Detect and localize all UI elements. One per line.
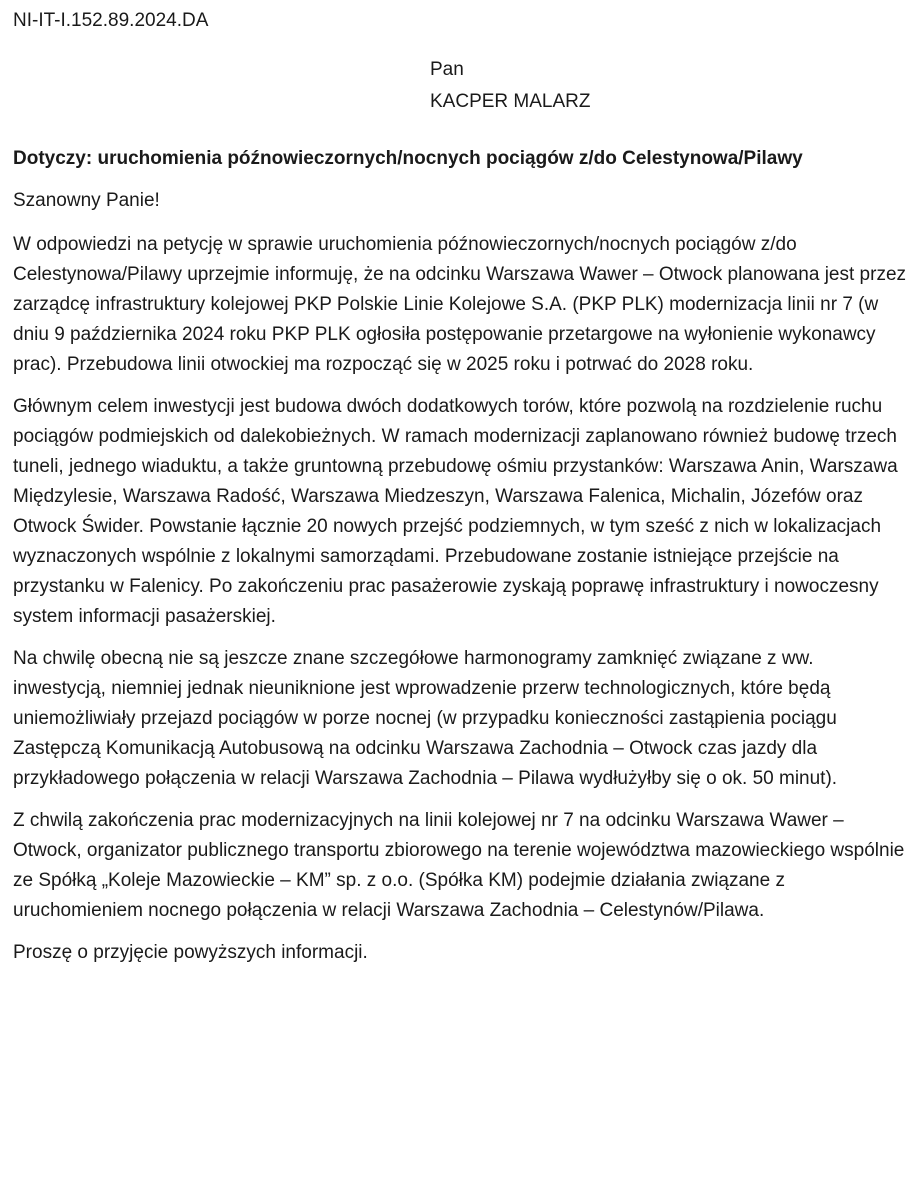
paragraph-closing: Proszę o przyjęcie powyższych informacji. [13,942,368,963]
paragraph-petition-response: W odpowiedzi na petycję w sprawie uruchomienia późnowieczornych/nocnych pociągów z/do Celestynowa/Pilawy uprzejmie informuję, że na odcinku Warszawa Wawer – Otwock planowana jest przez zarządcę infrastruktury kolejowej PKP Polskie Linie Kolejowe S.A. (PKP PLK) modernizacja linii nr 7 (w dniu 9 października 2024 roku PKP PLK ogłosiła postępowanie przetargowe na wyłonienie wykonawcy prac). Przebudowa linii otwockiej ma rozpocząć się w 2025 roku i potrwać do 2028 roku. [13,234,907,375]
paragraph-investment-goals: Głównym celem inwestycji jest budowa dwóch dodatkowych torów, które pozwolą na rozdzielenie ruchu pociągów podmiejskich od dalekobieżnych. W ramach modernizacji zaplanowano również budowę trzech tuneli, jednego wiaduktu, a także gruntowną przebudowę ośmiu przystanków: Warszawa Anin, Warszawa Międzylesie, Warszawa Radość, Warszawa Miedzeszyn, Warszawa Falenica, Michalin, Józefów oraz Otwock Świder. Powstanie łącznie 20 nowych przejść podziemnych, w tym sześć z nich w lokalizacjach wyznaczonych wspólnie z lokalnymi samorządami. Przebudowane zostanie istniejące przejście na przystanku w Falenicy. Po zakończeniu prac pasażerowie zyskają poprawę infrastruktury i nowoczesny system informacji pasażerskiej. [13,396,898,627]
salutation: Szanowny Panie! [13,190,160,211]
reference-number: NI-IT-I.152.89.2024.DA [13,10,209,31]
addressee-block [430,54,590,118]
addressee-name: KACPER MALARZ [430,91,591,112]
letter-body [13,230,908,980]
paragraph-closure-schedule: Na chwilę obecną nie są jeszcze znane szczegółowe harmonogramy zamknięć związane z ww. inwestycją, niemniej jednak nieuniknione jest wprowadzenie przerw technologicznych, które będą uniemożliwiały przejazd pociągów w porze nocnej (w przypadku konieczności zastąpienia pociągu Zastępczą Komunikacją Autobusową na odcinku Warszawa Zachodnia – Otwock czas jazdy dla przykładowego połączenia w relacji Warszawa Zachodnia – Pilawa wydłużyłby się o ok. 50 minut). [13,648,838,789]
addressee-title: Pan [430,59,464,80]
paragraph-future-night-service: Z chwilą zakończenia prac modernizacyjnych na linii kolejowej nr 7 na odcinku Warszawa Wawer – Otwock, organizator publicznego transportu zbiorowego na terenie województwa mazowieckiego wspólnie ze Spółką „Koleje Mazowieckie – KM” sp. z o.o. (Spółka KM) podejmie działania związane z uruchomieniem nocnego połączenia w relacji Warszawa Zachodnia – Celestynów/Pilawa. [13,810,905,921]
subject-line: Dotyczy: uruchomienia późnowieczornych/nocnych pociągów z/do Celestynowa/Pilawy [13,148,803,169]
